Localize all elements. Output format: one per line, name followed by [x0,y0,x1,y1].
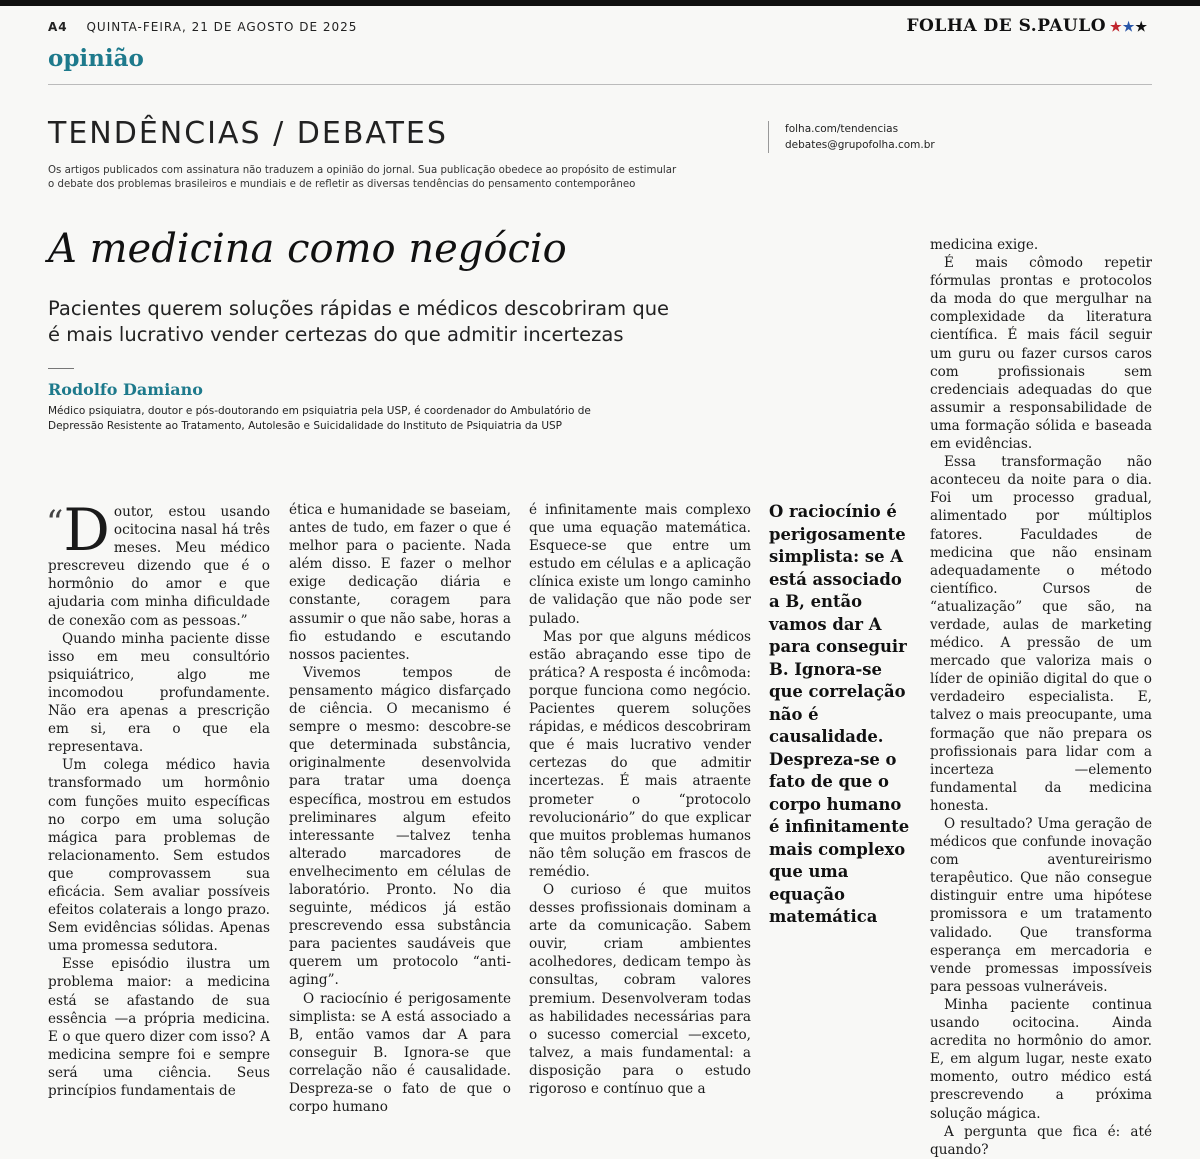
masthead [906,16,1148,36]
blue-star-icon: ★ [1122,20,1136,35]
paragraph: A pergunta que fica é: até quando? [930,1123,1152,1158]
red-star-icon: ★ [1110,20,1123,35]
paragraph: Mas por que alguns médicos estão abraçando esse tipo de prática? A resposta é incômoda: porque funciona como negócio. Pacientes querem soluções rápidas, e médicos descobriram que é mais lucrativo vender certezas do que admitir incertezas. É mais atraente prometer o “protocolo revolucionário” do que explicar que muitos problemas humanos não têm solução em frascos de remédio. [529,628,751,880]
paragraph: Essa transformação não aconteceu da noite para o dia. Foi um processo gradual, alimentado por múltiplos fatores. Faculdades de medicina que não ensinam adequadamente o método científico. Cursos de “atualização” que são, na verdade, aulas de marketing médico. A pressão de um mercado que valoriza mais o líder de opinião digital do que o verdadeiro especialista. E, talvez o mais preocupante, uma formação que não prepara os profissionais para lidar com a incerteza —elemento fundamental da medicina honesta. [930,454,1152,814]
paragraph: Vivemos tempos de pensamento mágico disfarçado de ciência. O mecanismo é sempre o mesmo: descobre-se que determinada substância, originalmente desenvolvida para tratar uma doença específica, mostrou em estudos preliminares algum efeito interessante —talvez tenha alterado marcadores de envelhecimento em células de laboratório. Pronto. No dia seguinte, médicos já estão prescrevendo essa substância para pacientes saudáveis que querem um protocolo “anti-aging”. [289,664,511,989]
byline-divider [48,368,74,369]
subhead-line: é mais lucrativo vender certezas do que admitir incertezas [48,323,624,346]
page-number: A4 [48,20,68,34]
header-divider [48,84,1152,85]
edition-date: QUINTA-FEIRA, 21 DE AGOSTO DE 2025 [86,20,358,34]
paragraph: outor, estou usando ocitocina nasal há três meses. Meu médico prescreveu dizendo que é o hormônio do amor e que ajudaria com minha dificuldade de conexão com as pessoas.” [48,504,270,629]
masthead-logo-text: FOLHA DE S.PAULO [906,16,1107,36]
paragraph: O curioso é que muitos desses profissionais dominam a arte da comunicação. Sabem ouvir, criam ambientes acolhedores, dedicam tempo às consultas, cobram valores premium. Desenvolveram todas as habilidades necessárias para o sucesso comercial —exceto, talvez, a mais fundamental: a disposição para o estudo rigoroso e contínuo que a [529,881,751,1097]
paragraph: ética e humanidade se baseiam, antes de tudo, em fazer o que é melhor para o paciente. Nada além disso. E fazer o melhor exige dedicação diária e constante, coragem para assumir o que não sabe, horas a fio estudando e escutando nossos pacientes. [289,502,511,663]
disclaimer-line: o debate dos problemas brasileiros e mundiais e de refletir as diversas tendências do pensamento contemporâneo [48,179,636,190]
paragraph: é infinitamente mais complexo que uma equação matemática. Esquece-se que entre um estudo em células e a aplicação clínica existe um longo caminho de validação que não pode ser pulado. [529,502,751,627]
paragraph: medicina exige. [930,237,1039,253]
pull-quote: O raciocínio é perigosamente simplista: se A está associado a B, então vamos dar A para conseguir B. Ignora-se que correlação não é causalidade. Despreza-se o fato de que o corpo humano é infinitamente mais complexo que uma equação matemática [769,502,910,926]
author-name: Rodolfo Damiano [48,380,203,399]
page-header [48,20,357,34]
paragraph: O resultado? Uma geração de médicos que confunde inovação com aventureirismo terapêutico. Que não consegue distinguir entre uma hipótese promissora e um tratamento validado. Que transforma esperança em mercadoria e vende promessas impossíveis para pessoas vulneráveis. [930,816,1152,995]
article-headline: A medicina como negócio [48,226,567,272]
contact-info [768,121,935,153]
article-column-4 [930,236,1152,1159]
paragraph: Minha paciente continua usando ocitocina. Ainda acredita no hormônio do amor. E, em algum lugar, neste exato momento, outro médico está prescrevendo a próxima solução mágica. [930,996,1152,1122]
disclaimer-line: Os artigos publicados com assinatura não traduzem a opinião do jornal. Sua publicação obedece ao propósito de estimular [48,165,677,176]
contact-site: folha.com/tendencias [785,123,899,135]
top-bar [0,0,1200,6]
paragraph: Esse episódio ilustra um problema maior: a medicina está se afastando de sua essência —a própria medicina. E o que quero dizer com isso? A medicina sempre foi e sempre será uma ciência. Seus princípios fundamentais de [48,956,270,1099]
article-subhead [48,296,708,348]
bio-line: Depressão Resistente ao Tratamento, Autolesão e Suicidalidade do Instituto de Psiquiatria da USP [48,420,562,432]
drop-cap: D [63,496,110,564]
contact-email: debates@grupofolha.com.br [785,139,935,151]
black-star-icon: ★ [1135,20,1148,35]
column-title: TENDÊNCIAS / DEBATES [48,116,448,151]
paragraph: Um colega médico havia transformado um hormônio com funções muito específicas no corpo em uma solução mágica para problemas de relacionamento. Sem estudos que comprovassem sua eficácia. Sem avaliar possíveis efeitos colaterais a longo prazo. Sem evidências sólidas. Apenas uma promessa sedutora. [48,757,270,955]
subhead-line: Pacientes querem soluções rápidas e médicos descobriram que [48,297,670,320]
article-column-1 [46,496,270,1099]
section-name: opinião [48,45,144,72]
author-bio [48,404,628,434]
article-column-3 [529,501,751,1098]
bio-line: Médico psiquiatra, doutor e pós-doutorando em psiquiatria pela USP, é coordenador do Ambulatório de [48,405,591,417]
paragraph: É mais cômodo repetir fórmulas prontas e protocolos da moda do que mergulhar na complexidade da literatura científica. É mais fácil seguir um guru ou fazer cursos caros com profissionais sem credenciais adequadas do que assumir a responsabilidade de uma formação sólida e baseada em evidências. [930,255,1152,453]
paragraph: O raciocínio é perigosamente simplista: se A está associado a B, então vamos dar A para conseguir B. Ignora-se que correlação não é causalidade. Despreza-se o fato de que o corpo humano [289,990,511,1116]
masthead-stars [1110,20,1148,35]
disclaimer [48,164,688,192]
drop-cap-block [46,496,110,564]
article-column-2 [289,501,511,1116]
paragraph: Quando minha paciente disse isso em meu consultório psiquiátrico, algo me incomodou profundamente. Não era apenas a prescrição em si, era o que ela representava. [48,630,270,756]
drop-quote-mark: “ [46,503,64,543]
